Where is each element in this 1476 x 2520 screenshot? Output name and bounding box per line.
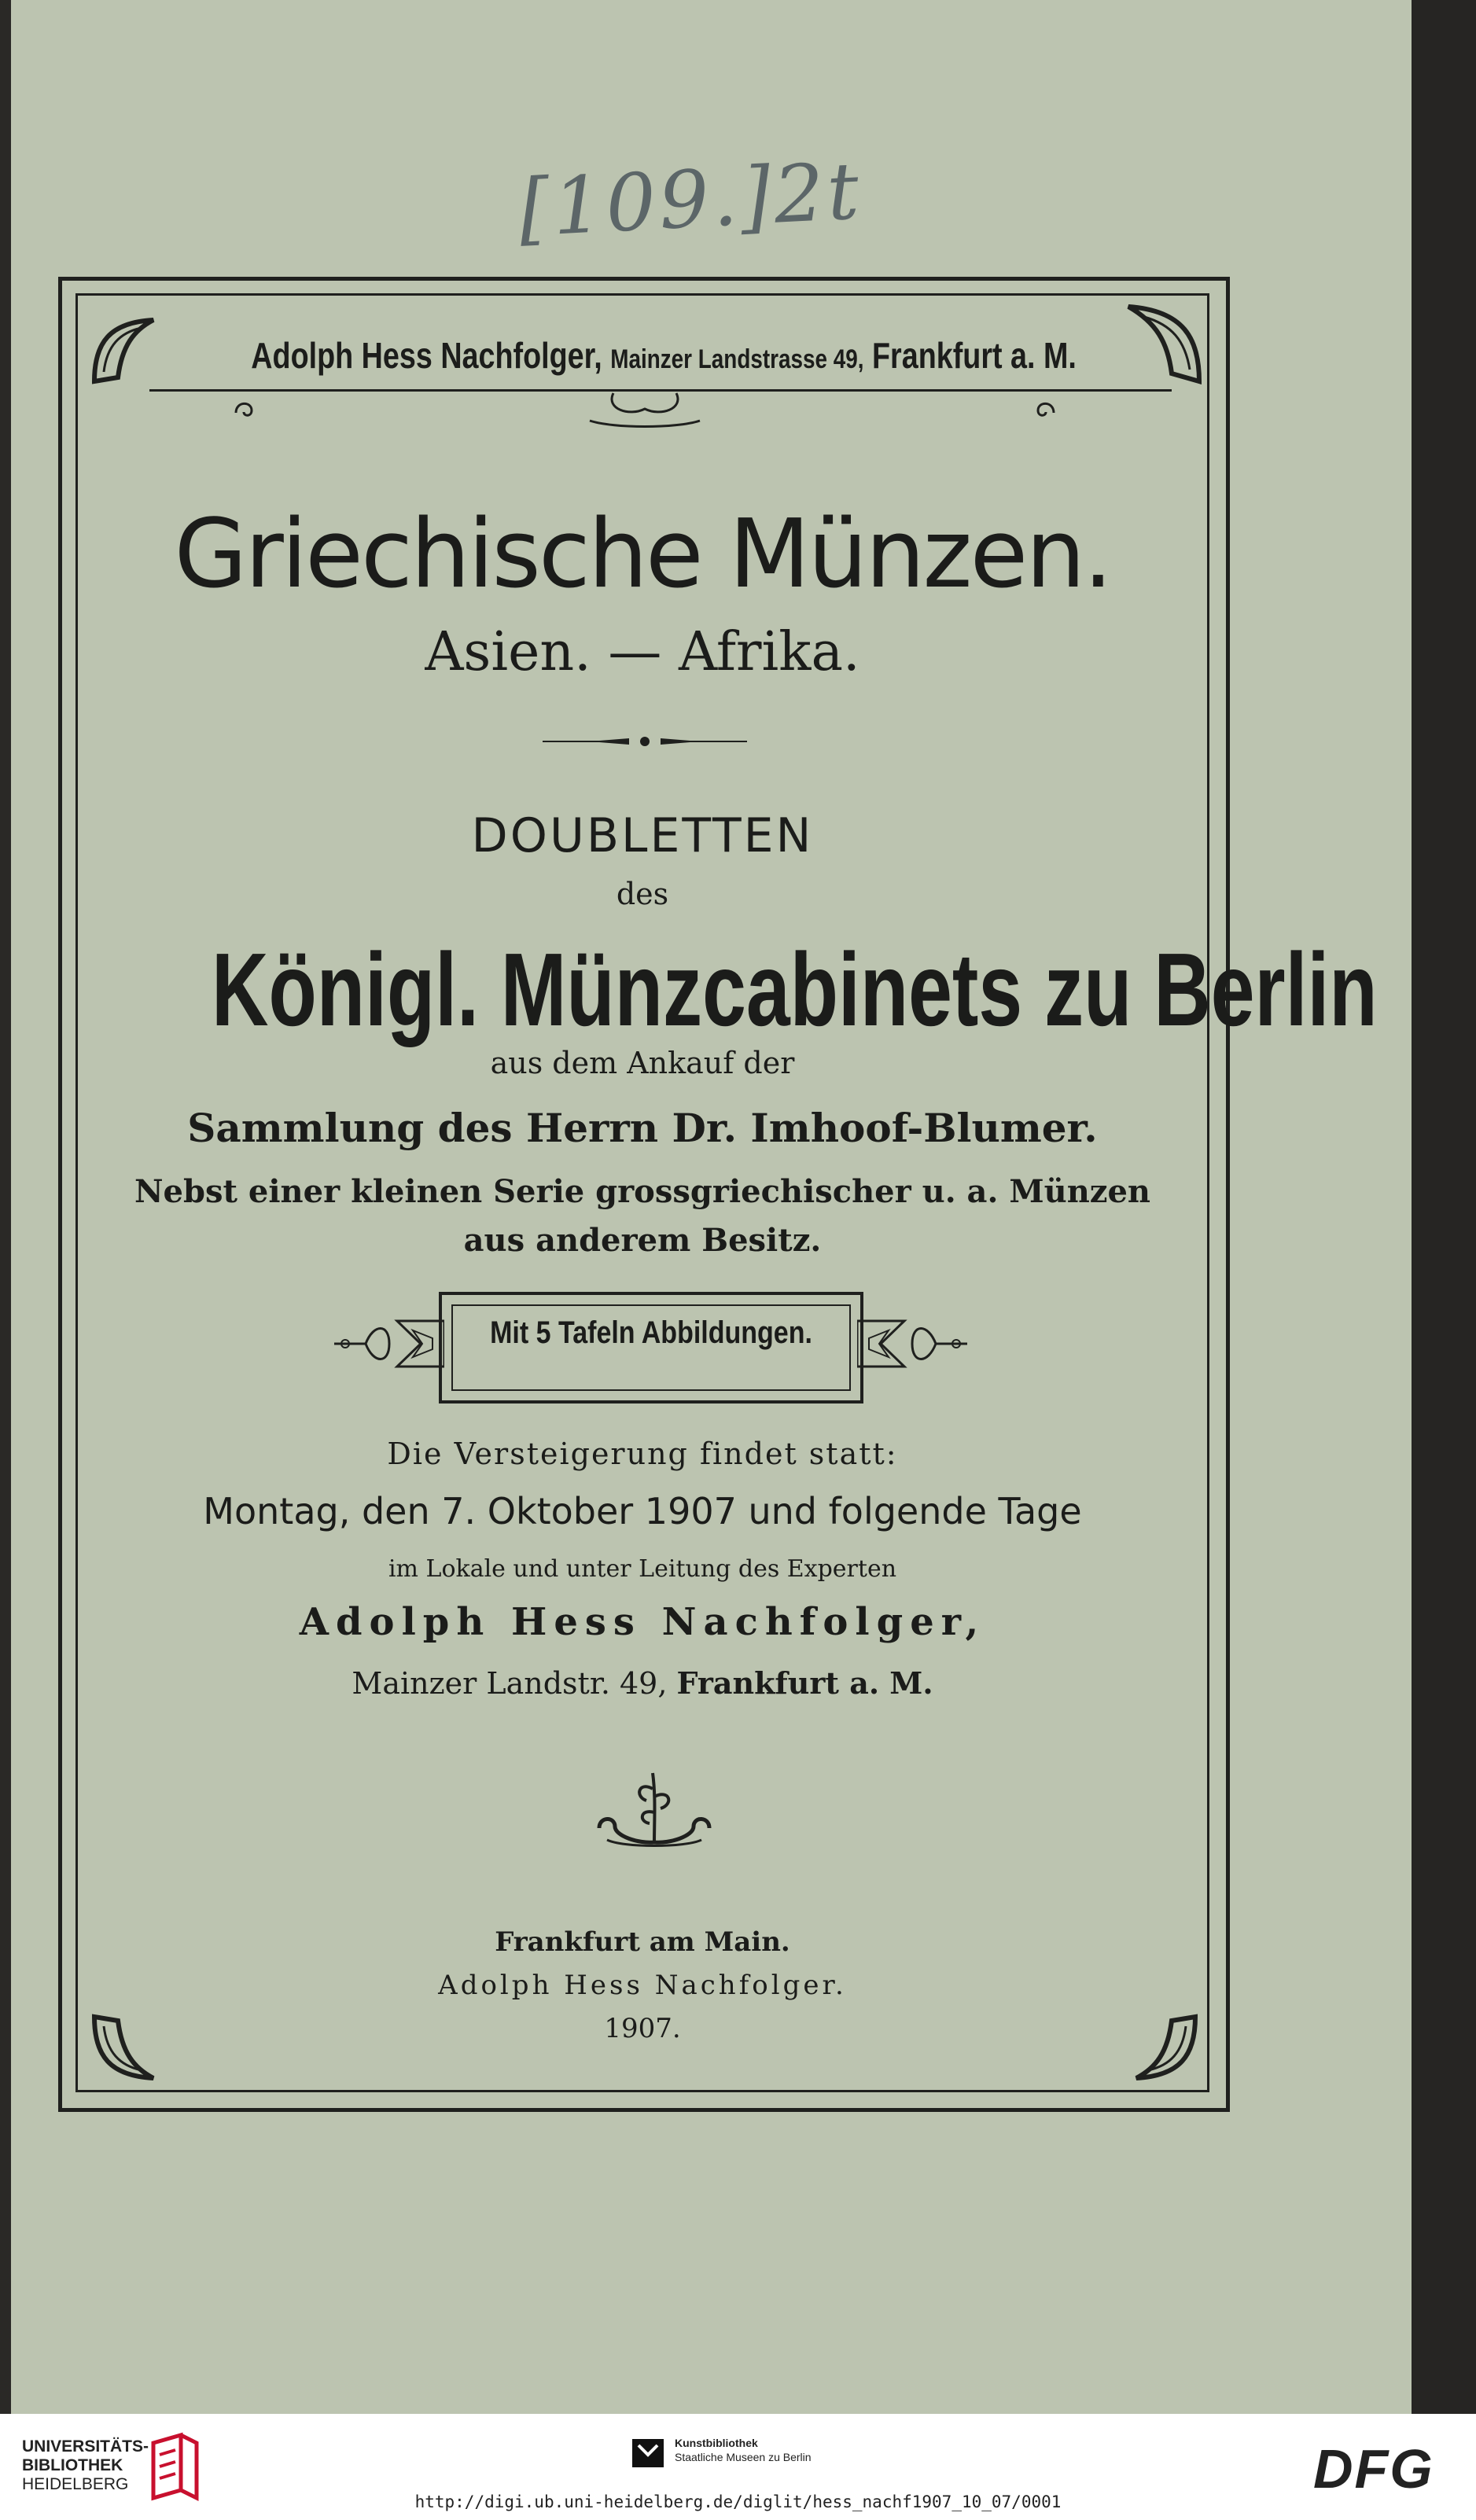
sammlung-heading: Sammlung des Herrn Dr. Imhoof-Blumer. <box>187 1105 1098 1151</box>
auction-note: Die Versteigerung findet statt: <box>387 1437 898 1471</box>
handwritten-shelfmark: [109.]2t <box>516 145 864 255</box>
plates-note: Mit 5 Tafeln Abbildungen. <box>490 1315 812 1350</box>
ub-heidelberg-logo-icon <box>145 2431 204 2502</box>
ub-line-1: UNIVERSITÄTS- <box>22 2437 149 2456</box>
header-city: Frankfurt a. M. <box>872 335 1077 376</box>
kunstbibliothek-label <box>675 2436 812 2464</box>
address-city: Frankfurt a. M. <box>676 1665 933 1701</box>
kb-line-1: Kunstbibliothek <box>675 2437 758 2449</box>
digitization-footer <box>0 2414 1476 2520</box>
imprint-city: Frankfurt am Main. <box>495 1926 790 1958</box>
imprint-firm: Adolph Hess Nachfolger. <box>438 1970 847 2001</box>
star-ornament-left <box>334 1312 444 1376</box>
star-ornament-right <box>857 1312 967 1376</box>
ub-heidelberg-label <box>22 2437 149 2494</box>
header-street: Mainzer Landstrasse 49, <box>610 344 864 374</box>
address-street: Mainzer Landstr. 49, <box>352 1666 668 1701</box>
floral-ornament <box>591 1765 717 1852</box>
doubletten-heading: DOUBLETTEN <box>471 808 814 863</box>
dfg-logo: DFG <box>1313 2438 1434 2500</box>
location-note: im Lokale und unter Leitung des Experten <box>388 1555 897 1583</box>
catalog-subtitle: Asien. — Afrika. <box>425 621 860 683</box>
nebst-text <box>75 1168 1209 1265</box>
ankauf-text: aus dem Ankauf der <box>490 1046 795 1080</box>
permalink-url[interactable]: http://digi.ub.uni-heidelberg.de/diglit/hess_nachf1907_10_07/0001 <box>414 2492 1062 2511</box>
ub-line-3: HEIDELBERG <box>22 2475 129 2493</box>
header-scroll-ornament <box>220 385 1069 432</box>
des-text: des <box>616 877 669 911</box>
nebst-line-2: aus anderem Besitz. <box>463 1222 822 1259</box>
catalog-title: Griechische Münzen. <box>174 500 1111 609</box>
scan-background-right <box>1412 0 1476 2414</box>
imprint-year: 1907. <box>604 2013 681 2044</box>
kunstbibliothek-logo-icon <box>629 2436 667 2470</box>
kb-line-2: Staatliche Museen zu Berlin <box>675 2451 812 2463</box>
nebst-line-1: Nebst einer kleinen Serie grossgriechischer u. a. Münzen <box>134 1173 1151 1210</box>
ornamental-divider <box>543 735 747 748</box>
expert-name: Adolph Hess Nachfolger, <box>299 1600 986 1644</box>
corner-ornament-top-left <box>86 311 165 389</box>
header-publisher-line <box>251 334 1077 377</box>
ub-line-2: BIBLIOTHEK <box>22 2456 123 2474</box>
auction-date: Montag, den 7. Oktober 1907 und folgende Tage <box>203 1490 1082 1532</box>
expert-address <box>75 1665 1209 1701</box>
scan-background-left <box>0 0 11 2414</box>
header-firm: Adolph Hess Nachfolger, <box>251 335 602 376</box>
plates-box <box>439 1292 863 1403</box>
corner-ornament-top-right <box>1121 295 1207 389</box>
cabinet-heading: Königl. Münzcabinets zu Berlin <box>212 932 1378 1047</box>
